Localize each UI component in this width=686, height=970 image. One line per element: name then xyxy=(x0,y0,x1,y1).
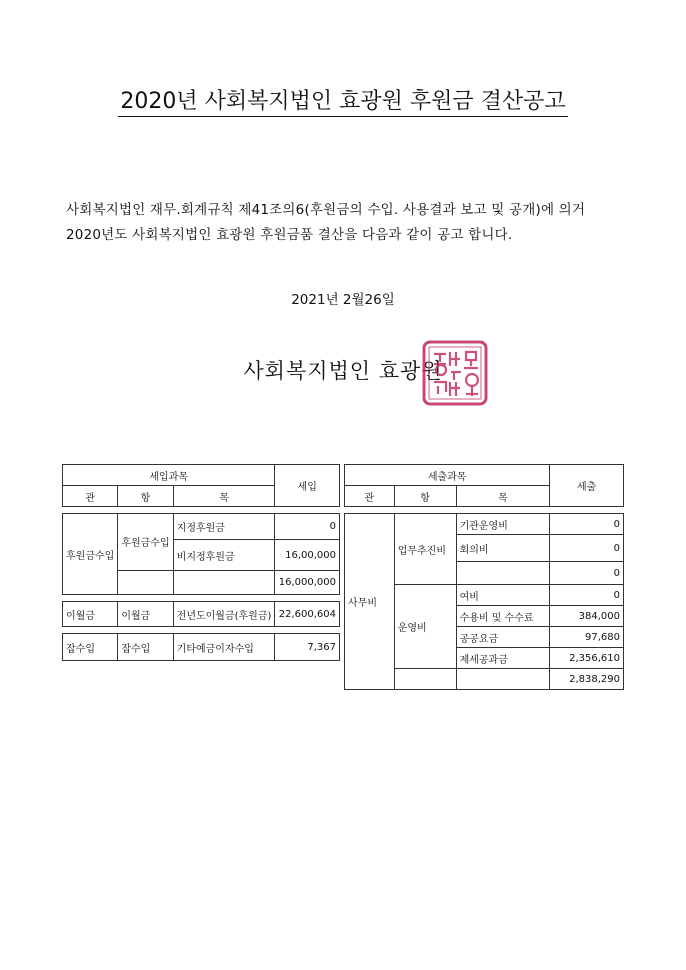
expense-subtotal-amount: 0 xyxy=(550,562,624,585)
expense-mok-travel: 여비 xyxy=(456,585,550,606)
expense-amount-institution: 0 xyxy=(550,514,624,535)
expense-header-group: 세출과목 xyxy=(345,465,550,486)
income-header-group: 세입과목 xyxy=(63,465,275,486)
expense-header-amount: 세출 xyxy=(550,465,624,507)
expense-amount-taxes: 2,356,610 xyxy=(550,648,624,669)
expense-amount-utilities: 97,680 xyxy=(550,627,624,648)
expense-amount-supplies: 384,000 xyxy=(550,606,624,627)
expense-mok-utilities: 공공요금 xyxy=(456,627,550,648)
notice-line-2: 2020년도 사회복지법인 효광원 후원금품 결산을 다음과 같이 공고 합니다. xyxy=(66,227,513,243)
expense-mok-taxes: 제세공과금 xyxy=(456,648,550,669)
income-amount-designated: 0 xyxy=(275,514,340,540)
notice-line-1: 사회복지법인 재무.회계규칙 제41조의6(후원금의 수입. 사용결과 보고 및 공개)에 의거 xyxy=(66,202,586,218)
official-seal-icon xyxy=(420,338,490,408)
expense-amount-meeting: 0 xyxy=(550,535,624,562)
income-amount-misc: 7,367 xyxy=(275,634,340,661)
income-subtotal-hang-blank xyxy=(118,571,173,595)
income-gwan-donation: 후원금수입 xyxy=(63,514,118,595)
income-hang-donation: 후원금수입 xyxy=(118,514,173,571)
income-mok-undesignated: 비지정후원금 xyxy=(173,539,275,571)
income-mok-misc: 기타예금이자수입 xyxy=(173,634,275,661)
expense-mok-meeting: 회의비 xyxy=(456,535,550,562)
organization-name: 사회복지법인 효광원 xyxy=(243,359,443,383)
expense-table xyxy=(344,464,624,690)
expense-hang-operation: 운영비 xyxy=(394,585,456,669)
expense-total-hang-blank xyxy=(394,669,456,690)
expense-header-hang: 항 xyxy=(394,486,456,507)
income-hang-carryover: 이월금 xyxy=(118,602,173,627)
income-header-amount: 세입 xyxy=(275,465,340,507)
expense-total-mok-blank xyxy=(456,669,550,690)
expense-header-mok: 목 xyxy=(456,486,550,507)
income-mok-designated: 지정후원금 xyxy=(173,514,275,540)
expense-gwan-office: 사무비 xyxy=(345,514,395,690)
notice-paragraph xyxy=(66,198,646,248)
expense-hang-business: 업무추진비 xyxy=(394,514,456,585)
income-amount-carryover: 22,600,604 xyxy=(275,602,340,627)
notice-date: 2021년 2월26일 xyxy=(291,292,395,308)
income-gwan-misc: 잡수입 xyxy=(63,634,118,661)
income-subtotal-mok-blank xyxy=(173,571,275,595)
income-table xyxy=(62,464,340,661)
expense-mok-institution: 기관운영비 xyxy=(456,514,550,535)
document-title xyxy=(0,84,686,115)
expense-header-gwan: 관 xyxy=(345,486,395,507)
expense-mok-supplies: 수용비 및 수수료 xyxy=(456,606,550,627)
income-mok-carryover: 전년도이월금(후원금) xyxy=(173,602,275,627)
title-text: 2020년 사회복지법인 효광원 후원금 결산공고 xyxy=(118,89,567,117)
expense-total-amount: 2,838,290 xyxy=(550,669,624,690)
income-amount-undesignated: 16,00,000 xyxy=(275,539,340,571)
income-subtotal-amount: 16,000,000 xyxy=(275,571,340,595)
expense-amount-travel: 0 xyxy=(550,585,624,606)
income-header-gwan: 관 xyxy=(63,486,118,507)
income-header-mok: 목 xyxy=(173,486,275,507)
income-header-hang: 항 xyxy=(118,486,173,507)
income-hang-misc: 잡수입 xyxy=(118,634,173,661)
expense-subtotal-mok-blank xyxy=(456,562,550,585)
income-gwan-carryover: 이월금 xyxy=(63,602,118,627)
